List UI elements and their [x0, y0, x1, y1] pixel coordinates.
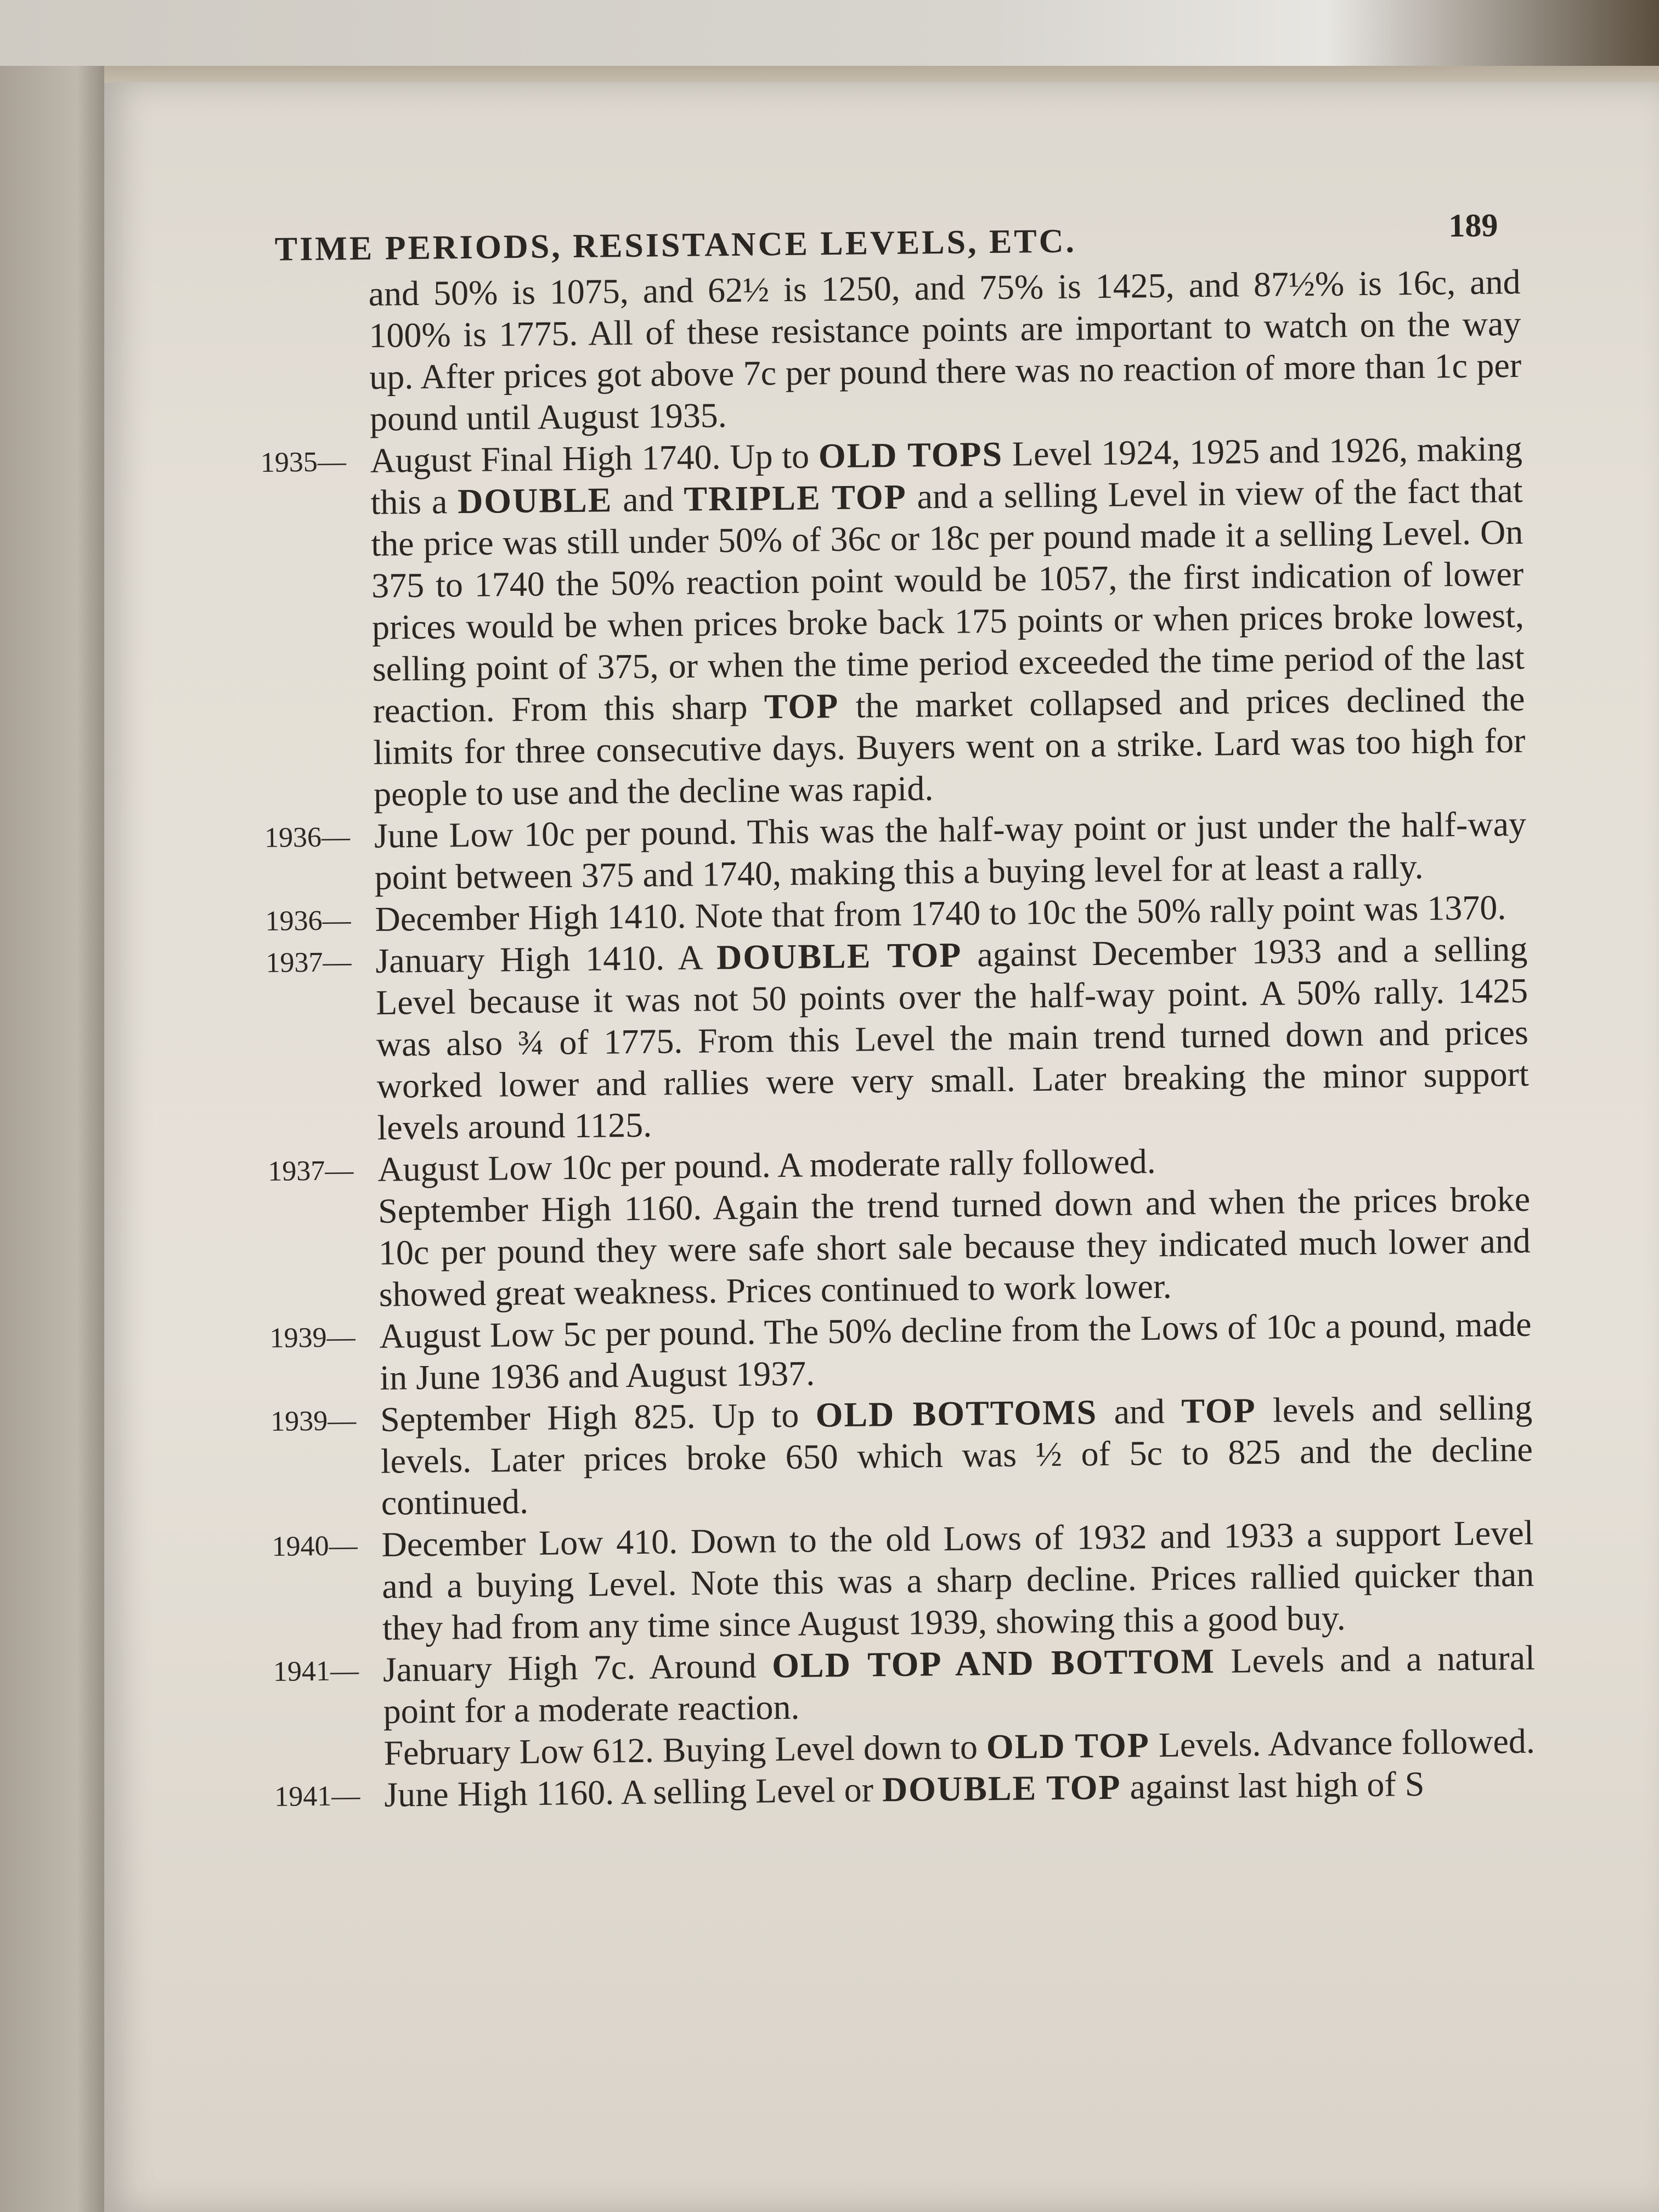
- year-entry: [273, 1637, 1536, 1734]
- year-entry: [266, 928, 1530, 1150]
- left-page-edge: [0, 66, 110, 2212]
- body-text: and a selling Level in view of the fact that the price was still under 50% of 36c or 18c per pound made it a selling Level. On 375 to 1740 the 50% reaction point would be 1057, the first indication of lower prices would be when prices broke back 175 points or when prices broke lowest, selling point of 375, or when the time period exceeded the time period of the last reaction. From this sharp: [371, 470, 1525, 730]
- year-entry: [270, 1387, 1533, 1525]
- entry-year: 1935—: [260, 446, 347, 478]
- entry-year: 1936—: [265, 905, 351, 937]
- entry-year: 1941—: [274, 1780, 360, 1813]
- emphasis-text: DOUBLE: [457, 480, 613, 521]
- body-text: August Low 5c per pound. The 50% decline from the Lows of 10c a pound, made in June 1936 and August 1937.: [379, 1304, 1532, 1397]
- body-text: February Low 612. Buying Level down to: [383, 1727, 987, 1773]
- year-entry: [264, 803, 1527, 900]
- entry-text: [375, 928, 1530, 1149]
- entry-text: [379, 1304, 1532, 1399]
- entry-year: 1937—: [268, 1155, 354, 1187]
- entries-list: [260, 428, 1536, 1817]
- intro-paragraph: and 50% is 1075, and 62½ is 1250, and 75% is 1425, and 87½% is 16c, and 100% is 1775. All of these resistance points are important to watch on the way up. After prices got above 7c per pound there was no reaction of more than 1c per pound until August 1935.: [368, 262, 1522, 438]
- emphasis-text: OLD TOP: [986, 1725, 1150, 1767]
- emphasis-text: OLD TOP AND BOTTOM: [771, 1641, 1216, 1685]
- entry-text: [381, 1512, 1534, 1649]
- entry-year: 1940—: [272, 1530, 358, 1562]
- entry-year: 1937—: [266, 946, 352, 979]
- entry-year: 1939—: [270, 1405, 357, 1437]
- body-text: December High 1410. Note that from 1740 to 10c the 50% rally point was 1370.: [375, 888, 1506, 939]
- body-text: January High 1410. A: [375, 938, 717, 980]
- page-content: [258, 195, 1537, 1817]
- body-text: September High 825. Up to: [380, 1395, 816, 1439]
- year-entry: [269, 1304, 1532, 1400]
- body-text: August Low 10c per pound. A moderate rally followed.: [377, 1141, 1156, 1189]
- body-text: against last high of S: [1121, 1764, 1425, 1807]
- emphasis-text: TOP: [1181, 1391, 1257, 1431]
- entry-year: 1936—: [264, 821, 351, 854]
- emphasis-text: DOUBLE TOP: [716, 935, 962, 977]
- body-text: September High 1160. Again the trend turned down and when the prices broke 10c per pound they were safe short sale because they indicated much lower and showed great weakness. Prices continued to work lower.: [377, 1179, 1531, 1314]
- page-header: [258, 195, 1520, 274]
- body-text: December Low 410. Down to the old Lows of 1932 and 1933 a support Level and a buying Level. Note this was a sharp decline. Prices rallied quicker than they had from any time since August 1939, showing this a good buy.: [381, 1513, 1534, 1647]
- body-text: June Low 10c per pound. This was the half-way point or just under the half-way point between 375 and 1740, making this a buying level for at least a rally.: [374, 804, 1527, 897]
- entry-text: [380, 1387, 1533, 1524]
- emphasis-text: OLD TOPS: [818, 434, 1003, 476]
- body-text: January High 7c. Around: [382, 1646, 772, 1689]
- entry-year: 1939—: [269, 1322, 356, 1354]
- body-text: Level 1924, 1925 and 1926, making this a: [370, 428, 1523, 522]
- entry-sub-paragraph: [268, 1178, 1531, 1317]
- emphasis-text: TOP: [764, 686, 839, 726]
- emphasis-text: TRIPLE TOP: [684, 477, 907, 518]
- body-text: and: [1097, 1391, 1182, 1432]
- body-text: levels and selling levels. Later prices broke 650 which was ½ of 5c to 825 and the decline continued.: [380, 1387, 1533, 1522]
- emphasis-text: DOUBLE TOP: [882, 1767, 1121, 1809]
- body-text: Levels and a natural point for a moderate reaction.: [383, 1638, 1536, 1731]
- emphasis-text: OLD BOTTOMS: [815, 1392, 1098, 1435]
- entry-text: [370, 428, 1526, 815]
- page-number: 189: [1448, 207, 1498, 244]
- entry-text: [383, 1637, 1536, 1733]
- year-entry: [260, 428, 1526, 816]
- body-text: August Final High 1740. Up to: [370, 436, 819, 480]
- running-head: TIME PERIODS, RESISTANCE LEVELS, ETC.: [274, 222, 1077, 268]
- entry-year: 1941—: [273, 1655, 359, 1688]
- body-text: Levels. Advance followed.: [1149, 1721, 1536, 1765]
- body-text: and: [612, 479, 684, 520]
- body-text: the market collapsed and prices declined the limits for three consecutive days. Buyers went on a strike. Lard was too high for people to use and the decline was rapid.: [373, 679, 1526, 814]
- entry-text: [374, 803, 1527, 899]
- body-text: June High 1160. A selling Level or: [383, 1770, 883, 1814]
- year-entry: [272, 1512, 1534, 1650]
- body-text: against December 1933 and a selling Level because it was not 50 points over the half-way point. A 50% rally. 1425 was also ¾ of 1775. From this Level the main trend turned down and prices worked lower and rallies were very small. Later breaking the minor support levels around 1125.: [375, 929, 1530, 1147]
